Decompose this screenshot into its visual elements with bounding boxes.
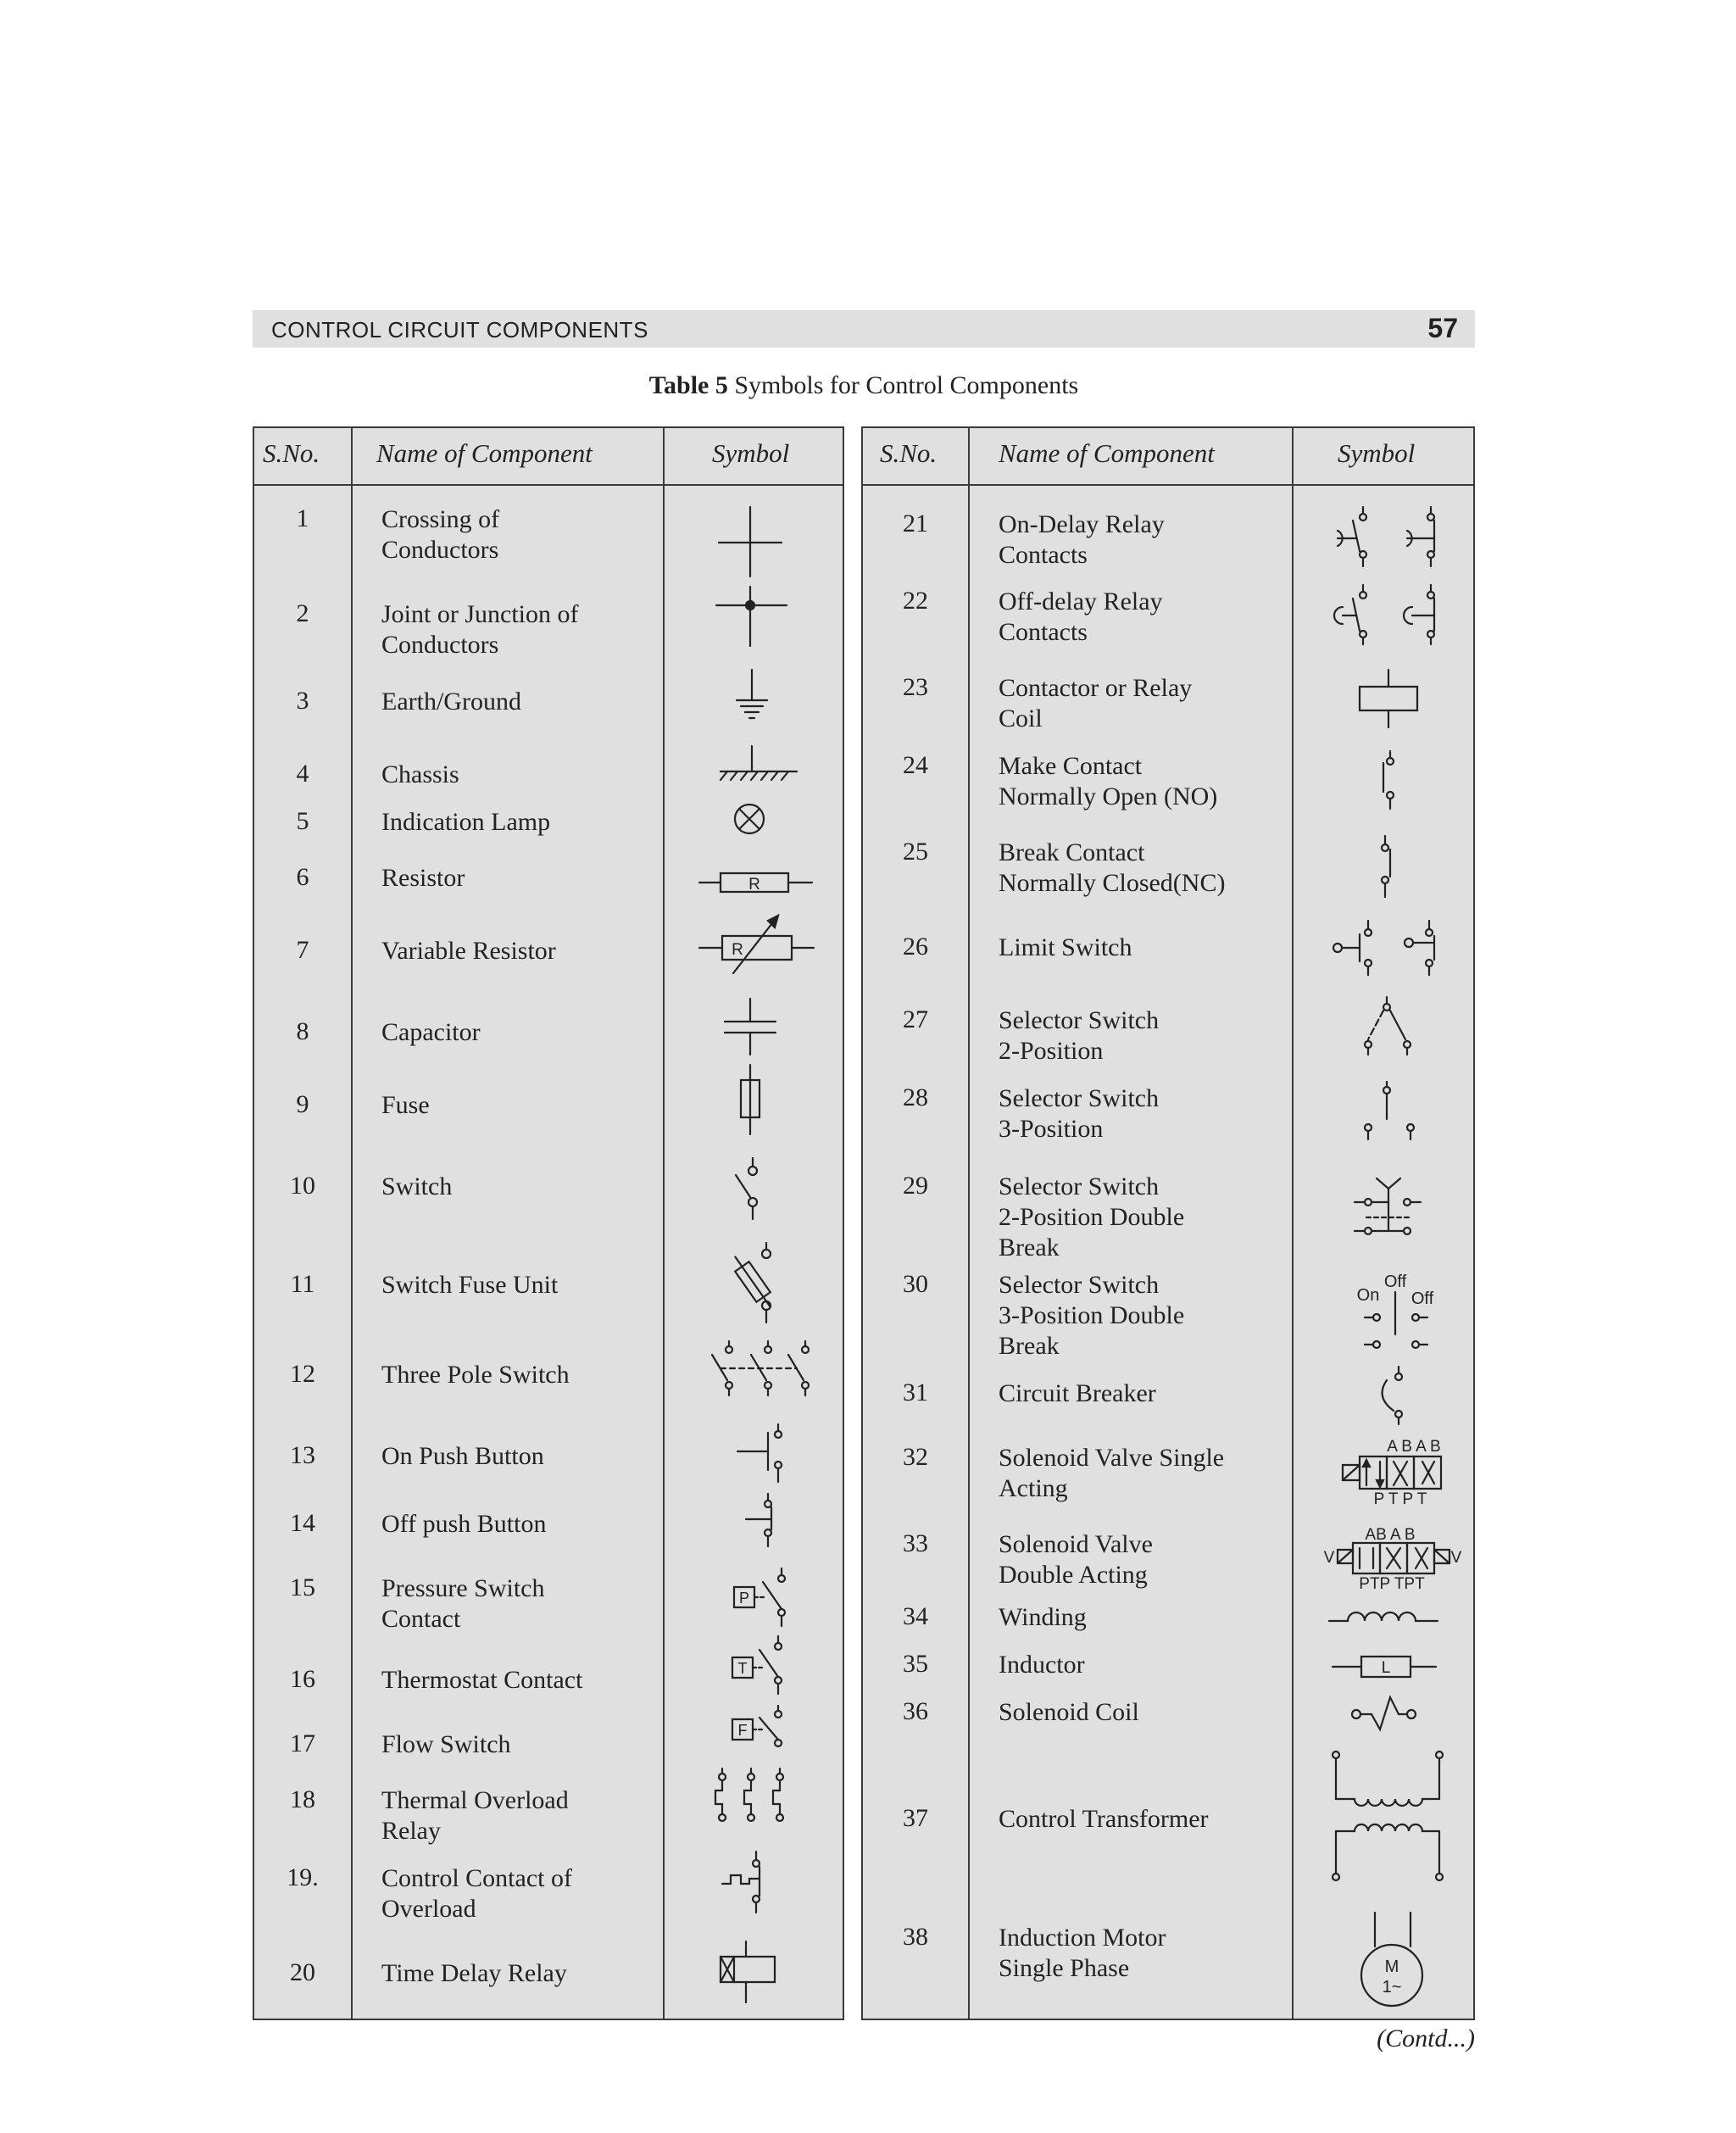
row-number: 17 [290, 1729, 315, 1757]
component-name: Resistor [381, 864, 465, 892]
page-number: 57 [1427, 313, 1458, 343]
component-name: Induction Motor Single Phase [999, 1924, 1166, 1982]
component-name: On-Delay Relay Contacts [999, 510, 1165, 569]
component-name: Chassis [381, 760, 459, 788]
col-divider [663, 428, 665, 2019]
row-number: 24 [903, 751, 928, 779]
row-number: 37 [903, 1804, 928, 1832]
component-name: Make Contact Normally Open (NO) [999, 752, 1218, 810]
row-number: 27 [903, 1005, 928, 1033]
component-name: Selector Switch 3-Position [999, 1084, 1160, 1143]
row-number: 7 [296, 936, 309, 964]
component-name: Fuse [381, 1091, 430, 1119]
component-name: Control Transformer [999, 1805, 1209, 1833]
selector-off-top-label: Off [1383, 1273, 1407, 1291]
table-right [861, 426, 1475, 2020]
row-number: 14 [290, 1509, 315, 1537]
component-name: Thermostat Contact [381, 1666, 583, 1694]
component-name: Selector Switch 2-Position [999, 1006, 1160, 1065]
caption-text: Symbols for Control Components [734, 371, 1079, 399]
selector-off-right-label: Off [1410, 1289, 1434, 1308]
col-header-sno: S.No. [880, 438, 938, 468]
selector-on-label: On [1356, 1286, 1380, 1305]
component-name: Variable Resistor [381, 937, 556, 965]
row-number: 32 [903, 1443, 928, 1471]
component-name: Solenoid Valve Single Acting [999, 1444, 1225, 1502]
col-header-name: Name of Component [376, 438, 593, 468]
col-header-symbol: Symbol [712, 438, 790, 468]
component-name: Capacitor [381, 1018, 481, 1046]
component-name: On Push Button [381, 1442, 544, 1470]
row-number: 20 [290, 1958, 315, 1986]
row-number: 11 [290, 1270, 315, 1298]
col-header-sno: S.No. [263, 438, 320, 468]
inductor-label: L [1381, 1659, 1391, 1677]
table-left [253, 426, 844, 2020]
row-number: 2 [296, 599, 309, 627]
valve-double-top-label: AB A B [1365, 1526, 1416, 1544]
row-number: 36 [903, 1697, 928, 1725]
row-number: 25 [903, 838, 928, 866]
component-name: Break Contact Normally Closed(NC) [999, 838, 1226, 897]
col-header-symbol: Symbol [1338, 438, 1416, 468]
col-divider [351, 428, 353, 2019]
row-number: 23 [903, 673, 928, 701]
valve-double-right-label: V [1450, 1549, 1462, 1567]
row-number: 38 [903, 1923, 928, 1951]
component-name: Switch Fuse Unit [381, 1271, 559, 1299]
row-number: 8 [296, 1017, 309, 1045]
row-number: 30 [903, 1270, 928, 1298]
row-number: 26 [903, 933, 928, 961]
row-number: 34 [903, 1602, 928, 1630]
component-name: Time Delay Relay [381, 1959, 567, 1987]
component-name: Switch [381, 1172, 453, 1200]
component-name: Inductor [999, 1651, 1085, 1679]
row-number: 29 [903, 1172, 928, 1200]
row-number: 19. [287, 1863, 319, 1891]
component-name: Joint or Junction of Conductors [381, 600, 579, 659]
pressure-label: P [738, 1590, 750, 1607]
row-number: 6 [296, 863, 309, 891]
row-number: 33 [903, 1529, 928, 1557]
row-number: 16 [290, 1665, 315, 1693]
row-number: 4 [296, 760, 309, 788]
table-caption [253, 371, 1475, 400]
component-name: Selector Switch 3-Position Double Break [999, 1271, 1185, 1360]
valve-double-bottom-label: PTP TPT [1359, 1575, 1425, 1593]
header-divider [254, 484, 843, 486]
variable-resistor-label: R [732, 941, 743, 959]
component-name: Earth/Ground [381, 688, 521, 716]
section-title: CONTROL CIRCUIT COMPONENTS [271, 317, 648, 343]
col-header-name: Name of Component [999, 438, 1215, 468]
component-name: Circuit Breaker [999, 1379, 1156, 1407]
header-divider [863, 484, 1473, 486]
row-number: 18 [290, 1785, 315, 1813]
continued-note: (Contd...) [1377, 2024, 1475, 2052]
row-number: 31 [903, 1378, 928, 1406]
valve-double-left-label: V [1323, 1549, 1335, 1567]
row-number: 9 [296, 1090, 309, 1118]
component-name: Crossing of Conductors [381, 505, 500, 564]
component-name: Solenoid Coil [999, 1698, 1139, 1726]
row-number: 28 [903, 1083, 928, 1111]
col-divider [968, 428, 970, 2019]
running-header [253, 310, 1475, 348]
component-name: Flow Switch [381, 1730, 511, 1758]
row-number: 10 [290, 1172, 315, 1200]
row-number: 12 [290, 1360, 315, 1388]
row-number: 35 [903, 1650, 928, 1678]
component-name: Limit Switch [999, 933, 1132, 961]
row-number: 15 [290, 1573, 315, 1601]
component-name: Winding [999, 1603, 1087, 1631]
flow-label: F [737, 1722, 748, 1739]
row-number: 21 [903, 510, 928, 537]
col-divider [1292, 428, 1294, 2019]
caption-label: Table 5 [648, 371, 728, 399]
component-name: Selector Switch 2-Position Double Break [999, 1172, 1185, 1261]
component-name: Off-delay Relay Contacts [999, 588, 1163, 646]
component-name: Three Pole Switch [381, 1361, 570, 1389]
valve-single-top-label: A B A B [1387, 1438, 1441, 1456]
resistor-label: R [748, 876, 760, 894]
component-name: Thermal Overload Relay [381, 1786, 569, 1845]
row-number: 5 [296, 807, 309, 835]
row-number: 22 [903, 587, 928, 615]
motor-label-top: M [1384, 1958, 1399, 1976]
component-name: Pressure Switch Contact [381, 1574, 545, 1633]
row-number: 1 [296, 504, 309, 532]
component-name: Indication Lamp [381, 808, 551, 836]
component-name: Contactor or Relay Coil [999, 674, 1193, 732]
row-number: 13 [290, 1441, 315, 1469]
row-number: 3 [296, 687, 309, 715]
component-name: Off push Button [381, 1510, 547, 1538]
valve-single-bottom-label: P T P T [1373, 1490, 1427, 1508]
component-name: Control Contact of Overload [381, 1864, 572, 1923]
component-name: Solenoid Valve Double Acting [999, 1530, 1153, 1589]
motor-label-bottom: 1~ [1382, 1978, 1402, 1997]
thermostat-label: T [737, 1660, 748, 1677]
